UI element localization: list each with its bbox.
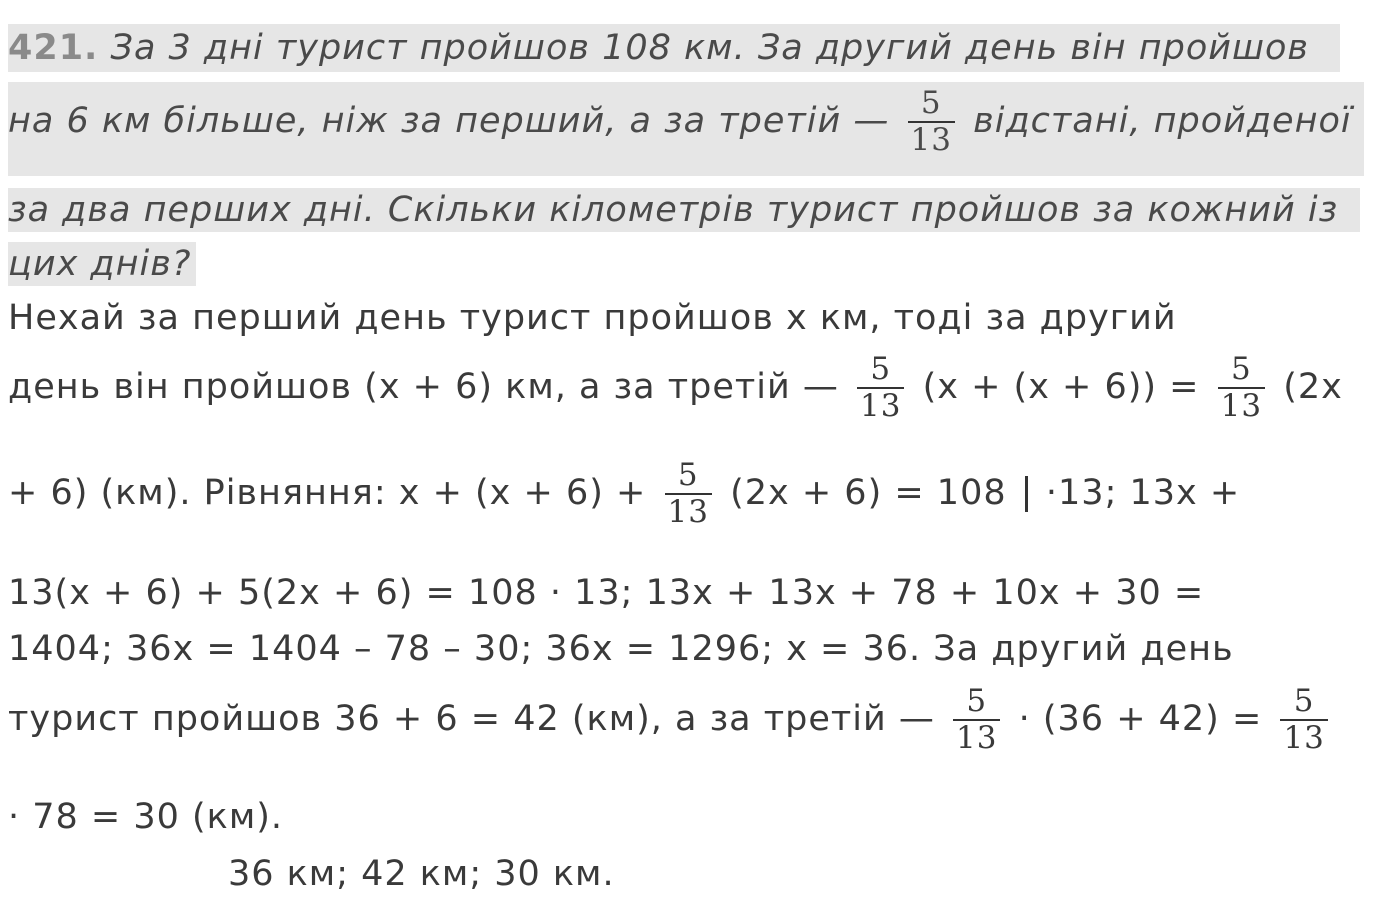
fraction-denominator: 13 — [857, 387, 904, 424]
multiply-both-sides-bar — [1025, 476, 1028, 512]
fraction-5-13 — [953, 684, 1000, 755]
fraction-numerator: 5 — [920, 85, 942, 121]
solution-line-5 — [8, 629, 1234, 669]
fraction-numerator: 5 — [966, 683, 988, 719]
answer-line — [228, 854, 615, 894]
problem-text-4: цих днів? — [8, 244, 192, 284]
solution-text-3c: ·13; 13x + — [1045, 473, 1241, 514]
answer-text: 36 км; 42 км; 30 км. — [228, 854, 615, 894]
solution-line-2 — [8, 352, 1343, 423]
fraction-numerator: 5 — [1231, 351, 1252, 387]
solution-text-2c: (2x — [1283, 367, 1343, 408]
fraction-denominator: 13 — [953, 719, 1000, 756]
problem-line-1 — [8, 28, 1310, 68]
fraction-denominator: 13 — [1218, 387, 1265, 424]
problem-line-2 — [8, 86, 1352, 157]
solution-text-2a: день він пройшов (x + 6) км, а за третій — — [8, 367, 839, 408]
fraction-5-13 — [857, 352, 904, 423]
solution-text-3a: + 6) (км). Рівняння: x + (x + 6) + — [8, 473, 647, 514]
fraction-5-13 — [908, 86, 955, 157]
fraction-numerator: 5 — [1293, 683, 1315, 719]
fraction-numerator: 5 — [870, 351, 892, 387]
problem-text-2b: відстані, пройденої — [973, 101, 1352, 142]
problem-text-3: за два перших дні. Скільки кілометрів турист пройшов за кожний із — [8, 190, 1339, 230]
fraction-denominator: 13 — [1280, 719, 1327, 756]
solution-line-1 — [8, 298, 1177, 338]
solution-text-6b: · (36 + 42) = — [1018, 699, 1263, 740]
solution-text-2b: (x + (x + 6)) = — [922, 367, 1200, 408]
solution-text-1: Нехай за перший день турист пройшов x км, тоді за другий — [8, 298, 1177, 338]
problem-text-1: За 3 дні турист пройшов 108 км. За другий день він пройшов — [110, 28, 1310, 68]
fraction-denominator: 13 — [665, 493, 712, 530]
fraction-5-13 — [665, 458, 712, 529]
fraction-numerator: 5 — [677, 457, 699, 493]
solution-text-4: 13(x + 6) + 5(2x + 6) = 108 · 13; 13x + 13x + 78 + 10x + 30 = — [8, 573, 1205, 613]
solution-text-7: · 78 = 30 (км). — [8, 797, 284, 837]
solution-line-4 — [8, 573, 1205, 613]
problem-text-2a: на 6 км більше, ніж за перший, а за третій — — [8, 101, 890, 142]
fraction-5-13 — [1218, 352, 1265, 423]
solution-text-5: 1404; 36x = 1404 – 78 – 30; 36x = 1296; x = 36. За другий день — [8, 629, 1234, 669]
solution-text-3b: (2x + 6) = 108 — [730, 473, 1007, 514]
fraction-5-13 — [1280, 684, 1327, 755]
problem-line-3 — [8, 190, 1339, 230]
problem-line-4 — [8, 244, 192, 284]
solution-text-6a: турист пройшов 36 + 6 = 42 (км), а за третій — — [8, 699, 935, 740]
solution-line-7 — [8, 797, 284, 837]
fraction-denominator: 13 — [908, 121, 955, 158]
solution-line-3 — [8, 458, 1240, 529]
problem-number: 421. — [8, 28, 99, 68]
solution-line-6 — [8, 684, 1334, 755]
